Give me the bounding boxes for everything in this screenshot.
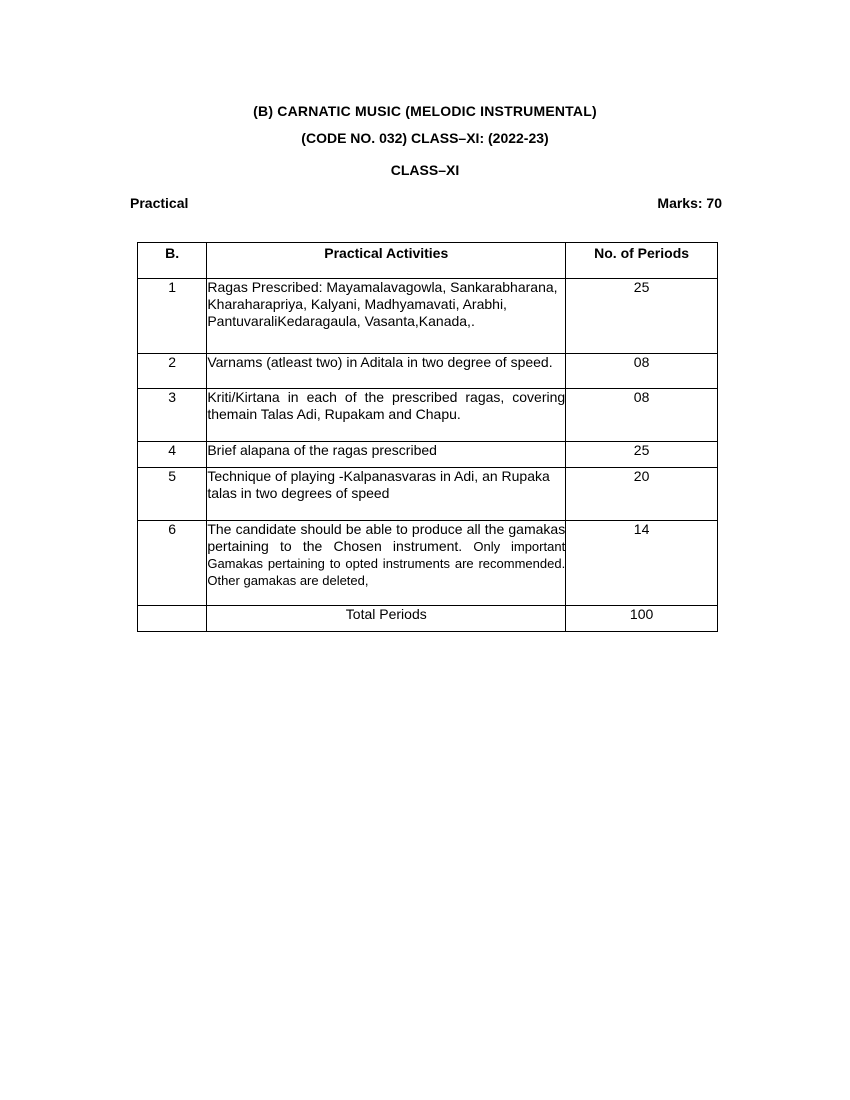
table-row <box>138 354 718 389</box>
table-row <box>138 389 718 442</box>
row-activity-main: The candidate should be able to produce all the gamakas pertaining to the Chosen instrument. <box>207 521 566 554</box>
row-activity: Ragas Prescribed: Mayamalavagowla, Sankarabharana, Kharaharapriya, Kalyani, Madhyamavati, Arabhi, PantuvaraliKedaragaula, Vasanta,Kanada,. <box>207 279 566 354</box>
row-periods: 08 <box>566 354 718 389</box>
header-activities: Practical Activities <box>207 243 566 279</box>
table-total-row <box>138 606 718 632</box>
row-activity <box>207 521 566 606</box>
row-periods: 25 <box>566 279 718 354</box>
total-value: 100 <box>566 606 718 632</box>
table-row <box>138 442 718 468</box>
row-number: 6 <box>138 521 207 606</box>
row-number: 3 <box>138 389 207 442</box>
class-heading: CLASS–XI <box>390 162 460 178</box>
row-number: 5 <box>138 468 207 521</box>
row-activity: Brief alapana of the ragas prescribed <box>207 442 566 468</box>
row-activity: Varnams (atleast two) in Aditala in two degree of speed. <box>207 354 566 389</box>
document-title: (B) CARNATIC MUSIC (MELODIC INSTRUMENTAL) <box>253 103 597 119</box>
row-activity-note: Only important Gamakas pertaining to opted instruments are recommended. Other gamakas are deleted, <box>207 539 566 588</box>
row-activity: Technique of playing -Kalpanasvaras in Adi, an Rupaka talas in two degrees of speed <box>207 468 566 521</box>
document-subtitle: (CODE NO. 032) CLASS–XI: (2022-23) <box>301 130 549 146</box>
row-number: 1 <box>138 279 207 354</box>
table-header-row <box>138 243 718 279</box>
row-activity: Kriti/Kirtana in each of the prescribed ragas, covering themain Talas Adi, Rupakam and Chapu. <box>207 389 566 442</box>
row-periods: 08 <box>566 389 718 442</box>
row-periods: 25 <box>566 442 718 468</box>
total-label: Total Periods <box>207 606 566 632</box>
marks-label: Marks: 70 <box>657 195 722 211</box>
table-row <box>138 521 718 606</box>
header-serial: B. <box>138 243 207 279</box>
row-periods: 20 <box>566 468 718 521</box>
table-row <box>138 279 718 354</box>
total-empty-cell <box>138 606 207 632</box>
section-label: Practical <box>130 195 189 211</box>
row-number: 4 <box>138 442 207 468</box>
syllabus-table <box>137 242 718 632</box>
header-periods: No. of Periods <box>566 243 718 279</box>
row-number: 2 <box>138 354 207 389</box>
row-periods: 14 <box>566 521 718 606</box>
table-row <box>138 468 718 521</box>
